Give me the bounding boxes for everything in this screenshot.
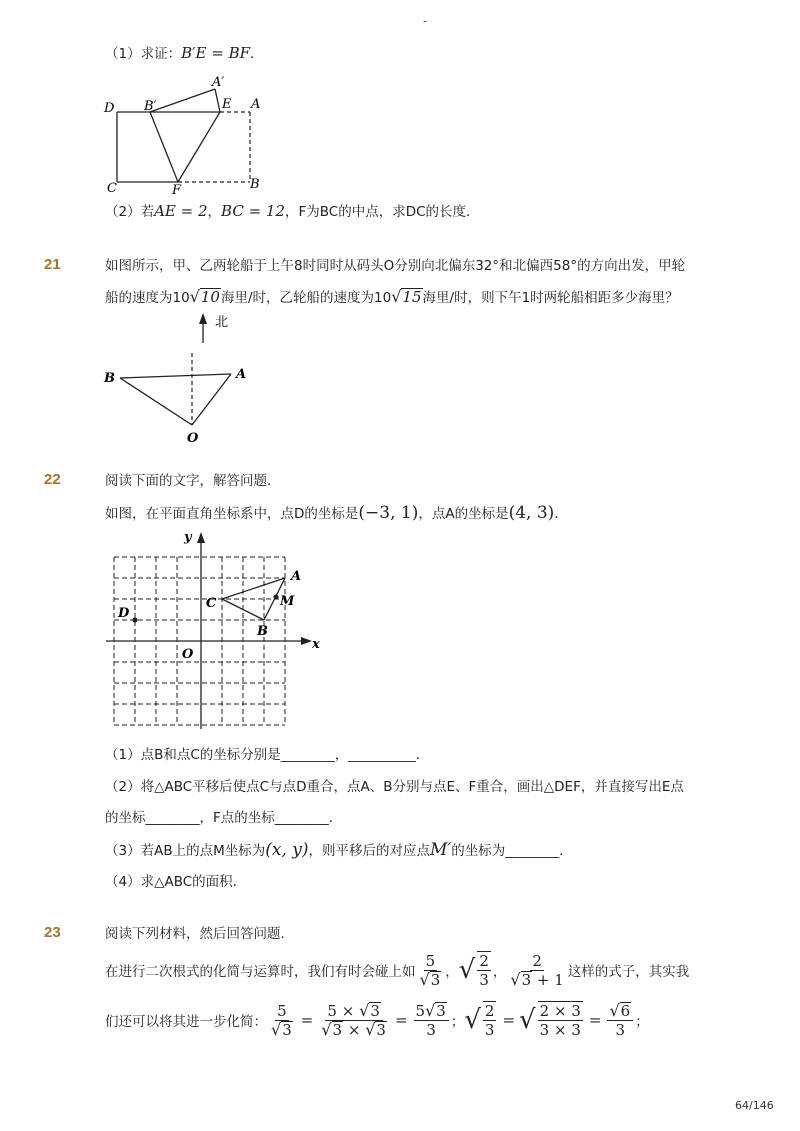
q23-intro: 阅读下列材料，然后回答问题．	[105, 926, 294, 942]
q22-coordA: (4, 3)	[508, 503, 555, 523]
q23-line3	[105, 996, 649, 1044]
q22-line2	[105, 503, 568, 524]
q21-line2-b: 海里/时，乙轮船的速度为10	[220, 290, 392, 306]
q20-part1	[105, 43, 254, 64]
q21-line2-a: 船的速度为10	[105, 290, 190, 306]
q23-line2-a: 在进行二次根式的化简与运算时，我们有时会碰上如	[105, 964, 416, 980]
q22-part3-c: 的坐标为________．	[451, 843, 573, 859]
q21-label-B: B	[104, 371, 115, 386]
q20-label-B: B	[250, 177, 260, 192]
q20-edge-BpF	[150, 112, 178, 182]
q22-part3-math1: (x, y)	[265, 840, 309, 860]
q23-semi1: ；	[450, 1014, 465, 1030]
q20-part2-math1: AE = 2	[154, 202, 208, 220]
q23-number: 23	[44, 924, 61, 941]
q22-part3-math2: M′	[430, 840, 452, 860]
q23-s1-frac: $\frac{5}{√3}$	[271, 1001, 292, 1039]
q20-part1-prefix: （1）求证：	[105, 46, 182, 62]
q23-eq3: =	[502, 1011, 516, 1029]
q21-edge-BA	[120, 374, 231, 378]
q23-ex3-den: √3 + 1	[510, 969, 564, 989]
q20-part1-math: B′E = BF	[181, 44, 251, 62]
q20-label-Bp: B′	[144, 99, 157, 114]
q21-label-north: 北	[215, 315, 229, 330]
q20-part1-suffix: .	[250, 46, 255, 62]
q22-line2-b: ，点A的坐标是	[418, 506, 509, 522]
q23-eq2: =	[394, 1011, 408, 1029]
q21-sqrt2-sign: √	[391, 287, 402, 306]
q23-sep1: ，	[445, 964, 459, 980]
q22-line2-a: 如图，在平面直角坐标系中，点D的坐标是	[105, 506, 359, 522]
q20-part2-math2: BC = 12	[221, 202, 286, 220]
q20-edge-BpAp	[150, 89, 215, 112]
q21-line2-c: 海里/时，则下午1时两轮船相距多少海里？	[422, 290, 679, 306]
q22-intro: 阅读下面的文字，解答问题．	[105, 473, 281, 489]
q21-sqrt2: 15	[402, 288, 422, 306]
q20-edge-EF	[178, 112, 220, 182]
q20-label-E: E	[222, 97, 232, 112]
q23-ex2-den: 3	[479, 971, 489, 989]
q21-number: 21	[44, 256, 61, 273]
q23-sep2: ，	[492, 964, 507, 980]
q22-label-D: D	[118, 606, 130, 621]
q22-label-C: C	[206, 596, 217, 611]
q23-eq4: =	[588, 1011, 602, 1029]
q21-line2	[105, 287, 679, 308]
q23-line3-a: 们还可以将其进一步化简：	[105, 1014, 267, 1030]
q22-label-x: x	[312, 637, 320, 652]
q23-ex2-frac	[477, 951, 491, 989]
q22-number: 22	[44, 471, 61, 488]
q20-label-A: A	[251, 97, 261, 112]
q23-s5-frac: $\frac{2 \times 3}{3 \times 3}$	[539, 1002, 581, 1039]
q22-point-M	[273, 594, 278, 599]
q22-label-A: A	[291, 569, 302, 584]
q21-label-A: A	[236, 367, 247, 382]
q22-part3-a: （3）若AB上的点M坐标为	[105, 843, 266, 859]
q23-s3-frac: $\frac{5√3}{3}$	[414, 1002, 449, 1039]
q21-edge-OA	[192, 374, 231, 425]
q23-ex1-frac	[418, 952, 444, 989]
q22-part2-line1: （2）将△ABC平移后使点C与点D重合，点A、B分别与点E、F重合，画出△DEF，并直接写出E点	[105, 779, 684, 795]
q20-label-Ap: A′	[212, 75, 225, 90]
q20-part2-suffix: ，F为BC的中点，求DC的长度．	[285, 204, 480, 220]
q23-ex2-num: 2	[479, 952, 489, 970]
q23-ex3-num: 2	[532, 951, 542, 970]
q23-ex1-den: √3	[419, 969, 441, 989]
q23-s5-radical: √	[519, 1005, 536, 1035]
q23-ex2-radical: √	[458, 955, 476, 985]
q23-eq1: =	[300, 1011, 314, 1029]
q22-label-B: B	[257, 624, 268, 639]
q22-part3-b: ，则平移后的对应点	[308, 843, 430, 859]
header-mark: -	[423, 14, 428, 28]
q20-part2-prefix: （2）若	[105, 204, 155, 220]
q23-line2	[105, 946, 689, 994]
q21-label-O: O	[187, 431, 199, 446]
q22-x-arrow	[301, 637, 312, 645]
q21-arrow-head	[199, 313, 207, 324]
page-number: 64/146	[735, 1099, 774, 1112]
q23-s6-frac: $\frac{√6}{3}$	[607, 1002, 633, 1039]
q23-s4-radical: √	[464, 1005, 481, 1035]
q21-sqrt1-sign: √	[189, 287, 200, 306]
q22-grid-figure	[100, 527, 330, 732]
q22-part4: （4）求△ABC的面积．	[105, 874, 247, 890]
q23-line2-b: 这样的式子，其实我	[567, 964, 690, 980]
q22-line2-c: ．	[554, 506, 568, 522]
q23-ex3-frac	[508, 952, 565, 989]
q22-coordD: (−3, 1)	[358, 503, 419, 523]
q22-label-O: O	[182, 647, 194, 662]
q20-edge-ApE	[215, 89, 220, 112]
q21-sqrt1: 10	[200, 288, 220, 306]
q21-edge-OB	[120, 378, 192, 425]
q23-s2-frac: $\frac{5 \times √3}{√3 \times √3}$	[321, 1000, 386, 1039]
q21-figure	[100, 308, 270, 448]
q22-point-D	[132, 617, 137, 622]
q23-ex1-num: 5	[425, 951, 436, 970]
q22-label-y: y	[184, 530, 192, 545]
q22-part3	[105, 840, 573, 861]
q20-figure	[100, 72, 270, 197]
q21-line1: 如图所示，甲、乙两轮船于上午8时同时从码头O分别向北偏东32°和北偏西58°的方向出发，甲轮	[105, 258, 686, 274]
q22-y-arrow	[197, 532, 205, 543]
q22-label-M: M	[280, 594, 295, 609]
q23-semi2: ；	[635, 1014, 649, 1030]
q20-label-D: D	[104, 101, 115, 116]
q20-label-F: F	[172, 183, 182, 197]
q20-label-C: C	[107, 181, 117, 196]
q22-part1: （1）点B和点C的坐标分别是________，__________．	[105, 747, 430, 763]
q22-part2-line2: 的坐标________，F点的坐标________．	[105, 810, 343, 826]
q20-part2-sep: ，	[207, 204, 222, 220]
q23-s4-frac: $\frac{2}{3}$	[484, 1002, 495, 1039]
q20-part2	[105, 201, 480, 222]
